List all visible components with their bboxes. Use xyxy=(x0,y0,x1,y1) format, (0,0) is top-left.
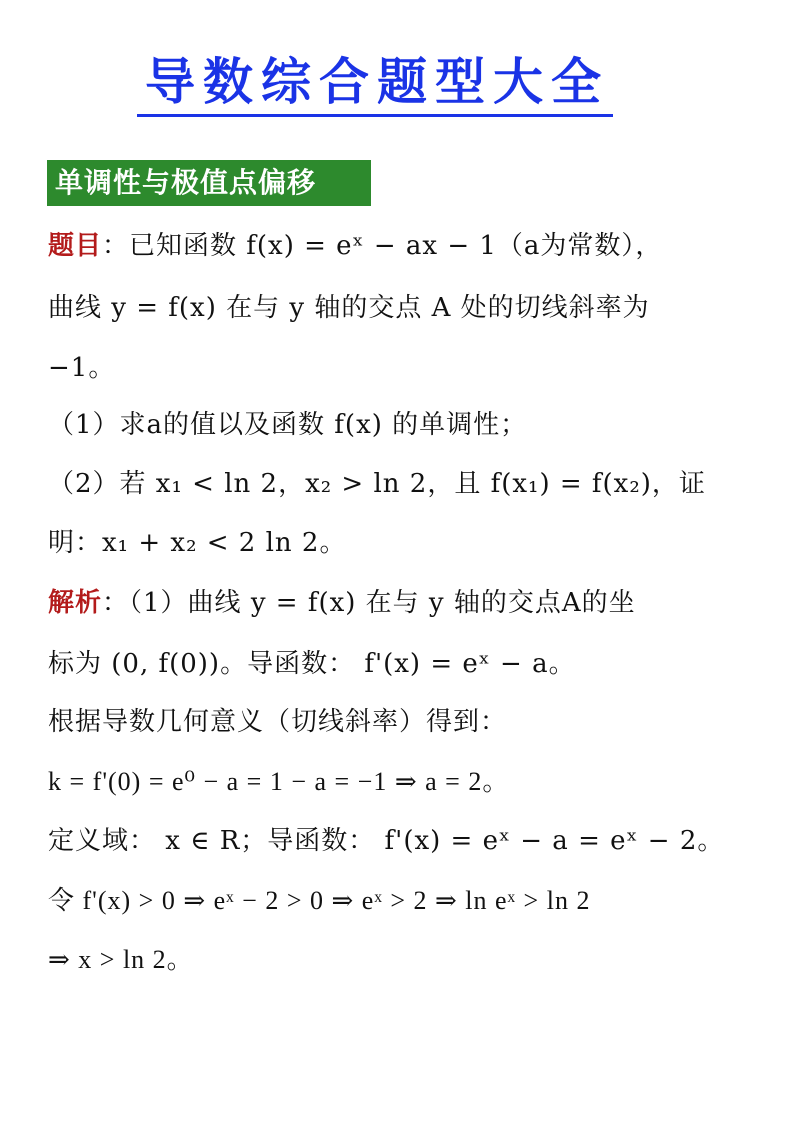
page-title-wrap xyxy=(0,52,800,117)
problem-line-1 xyxy=(48,225,662,262)
section-heading: 单调性与极值点偏移 xyxy=(47,160,371,206)
problem-label: 题目 xyxy=(48,231,103,261)
solution-label: 解析 xyxy=(48,588,103,618)
page-title: 导数综合题型大全 xyxy=(137,52,613,117)
question-2-line-1: （2）若 x₁ < ln 2，x₂ > ln 2，且 f(x₁) = f(x₂)，证 xyxy=(48,469,706,499)
question-1: （1）求a的值以及函数 f(x) 的单调性； xyxy=(48,410,528,440)
problem-line-3: −1。 xyxy=(48,353,116,383)
solution-line-2: 标为 (0, f(0))。导函数： f'(x) = eˣ − a。 xyxy=(48,649,576,679)
solution-line-6: 令 f'(x) > 0 ⇒ eˣ − 2 > 0 ⇒ eˣ > 2 ⇒ ln eˣ > ln 2 xyxy=(48,886,591,915)
solution-line-4: k = f'(0) = e⁰ − a = 1 − a = −1 ⇒ a = 2。 xyxy=(48,767,510,796)
line-text: ：已知函数 f(x) = eˣ − ax − 1（a为常数）， xyxy=(102,231,663,261)
solution-line-7: ⇒ x > ln 2。 xyxy=(48,945,194,974)
solution-line-1 xyxy=(48,582,636,619)
line-text: ：（1）曲线 y = f(x) 在与 y 轴的交点A的坐 xyxy=(102,588,636,618)
solution-line-5: 定义域： x ∈ R；导函数： f'(x) = eˣ − a = eˣ − 2。 xyxy=(48,826,725,856)
solution-line-3: 根据导数几何意义（切线斜率）得到： xyxy=(48,707,508,737)
problem-line-2: 曲线 y = f(x) 在与 y 轴的交点 A 处的切线斜率为 xyxy=(48,293,650,323)
question-2-line-2: 明：x₁ + x₂ < 2 ln 2。 xyxy=(48,528,347,558)
